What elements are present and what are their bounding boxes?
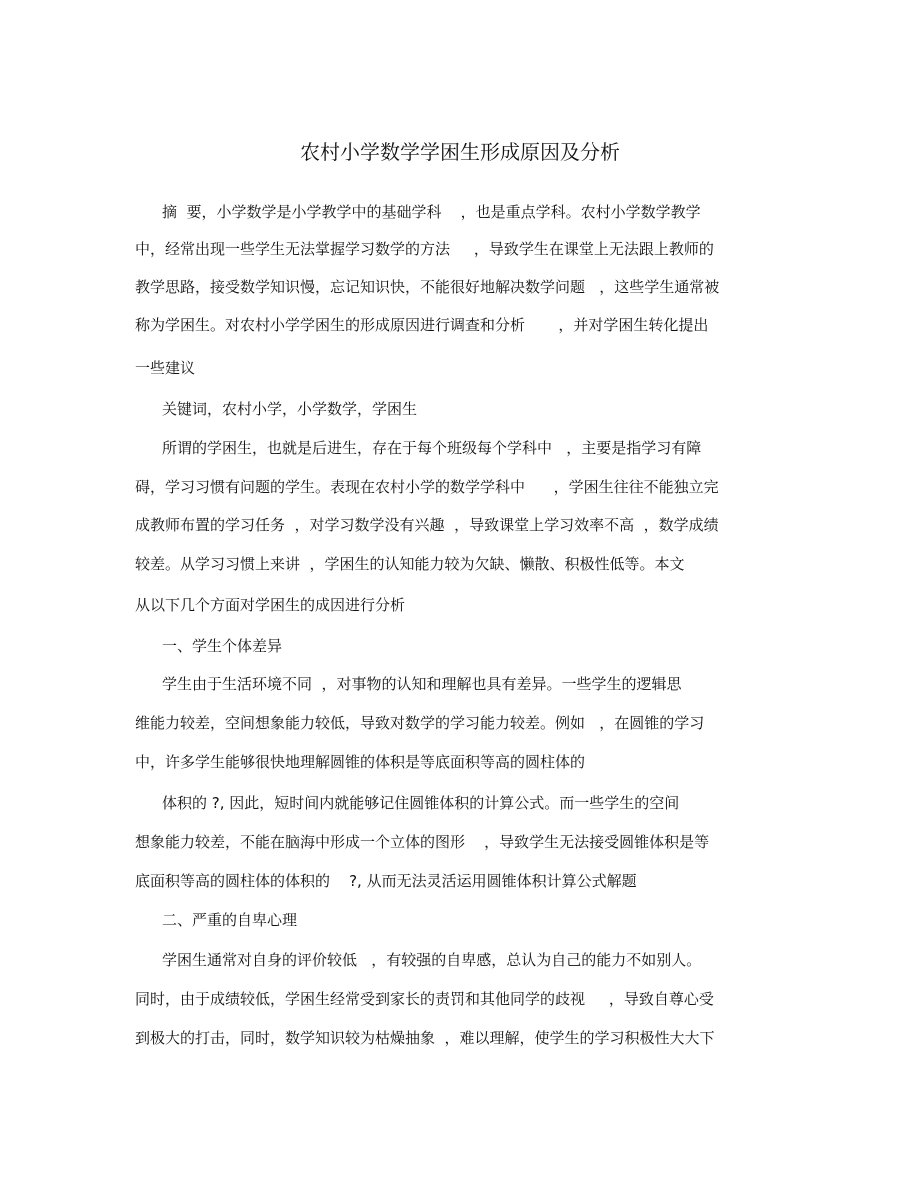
section-heading: 一、学生个体差异 bbox=[162, 637, 283, 655]
paragraph-line: 学生由于生活环境不同 ，对事物的认知和理解也具有差异。一些学生的逻辑思 bbox=[162, 675, 682, 693]
paragraph-line: 摘 要，小学数学是小学教学中的基础学科 ，也是重点学科。农村小学数学教学 bbox=[162, 203, 701, 221]
paragraph-line: 较差。从学习习惯上来讲 ，学困生的认知能力较为欠缺、懒散、积极性低等。本文 bbox=[135, 555, 685, 573]
paragraph-line: 称为学困生。对农村小学学困生的形成原因进行调查和分析 ，并对学困生转化提出 bbox=[135, 316, 709, 334]
paragraph-line: 到极大的打击，同时，数学知识较为枯燥抽象 ，难以理解，使学生的学习积极性大大下 bbox=[135, 1029, 715, 1047]
paragraph-line: 底面积等高的圆柱体的体积的 ?, 从而无法灵活运用圆锥体积计算公式解题 bbox=[135, 872, 637, 890]
paragraph-line: 维能力较差，空间想象能力较低，导致对数学的学习能力较差。例如 ，在圆锥的学习 bbox=[135, 714, 705, 732]
paragraph-line: 所谓的学困生，也就是后进生，存在于每个班级每个学科中 ，主要是指学习有障 bbox=[162, 439, 702, 457]
paragraph-line: 碍，学习习惯有问题的学生。表现在农村小学的数学学科中 ，学困生往往不能独立完 bbox=[135, 478, 719, 496]
paragraph-line: 中，许多学生能够很快地理解圆锥的体积是等底面积等高的圆柱体的 bbox=[135, 753, 586, 771]
paragraph-line: 中，经常出现一些学生无法掌握学习数学的方法 ，导致学生在课堂上无法跟上教师的 bbox=[135, 240, 714, 258]
document-title: 农村小学数学学困生形成原因及分析 bbox=[300, 140, 620, 164]
section-heading: 二、严重的自卑心理 bbox=[162, 911, 298, 929]
keywords-line: 关键词，农村小学，小学数学，学困生 bbox=[162, 400, 418, 418]
paragraph-line: 一些建议 bbox=[135, 359, 196, 377]
paragraph-line: 从以下几个方面对学困生的成因进行分析 bbox=[135, 596, 406, 614]
paragraph-line: 学困生通常对自身的评价较低 ，有较强的自卑感，总认为自己的能力不如别人。 bbox=[162, 951, 702, 969]
paragraph-line: 教学思路，接受数学知识慢，忘记知识快，不能很好地解决数学问题 ，这些学生通常被 bbox=[135, 278, 720, 296]
paragraph-line: 体积的 ?, 因此，短时间内就能够记住圆锥体积的计算公式。而一些学生的空间 bbox=[162, 794, 680, 812]
paragraph-line: 成教师布置的学习任务 ，对学习数学没有兴趣 ，导致课堂上学习效率不高 ，数学成绩 bbox=[135, 516, 719, 534]
paragraph-line: 同时，由于成绩较低，学困生经常受到家长的责罚和其他同学的歧视 ，导致自尊心受 bbox=[135, 990, 714, 1008]
paragraph-line: 想象能力较差，不能在脑海中形成一个立体的图形 ，导致学生无法接受圆锥体积是等 bbox=[135, 833, 710, 851]
